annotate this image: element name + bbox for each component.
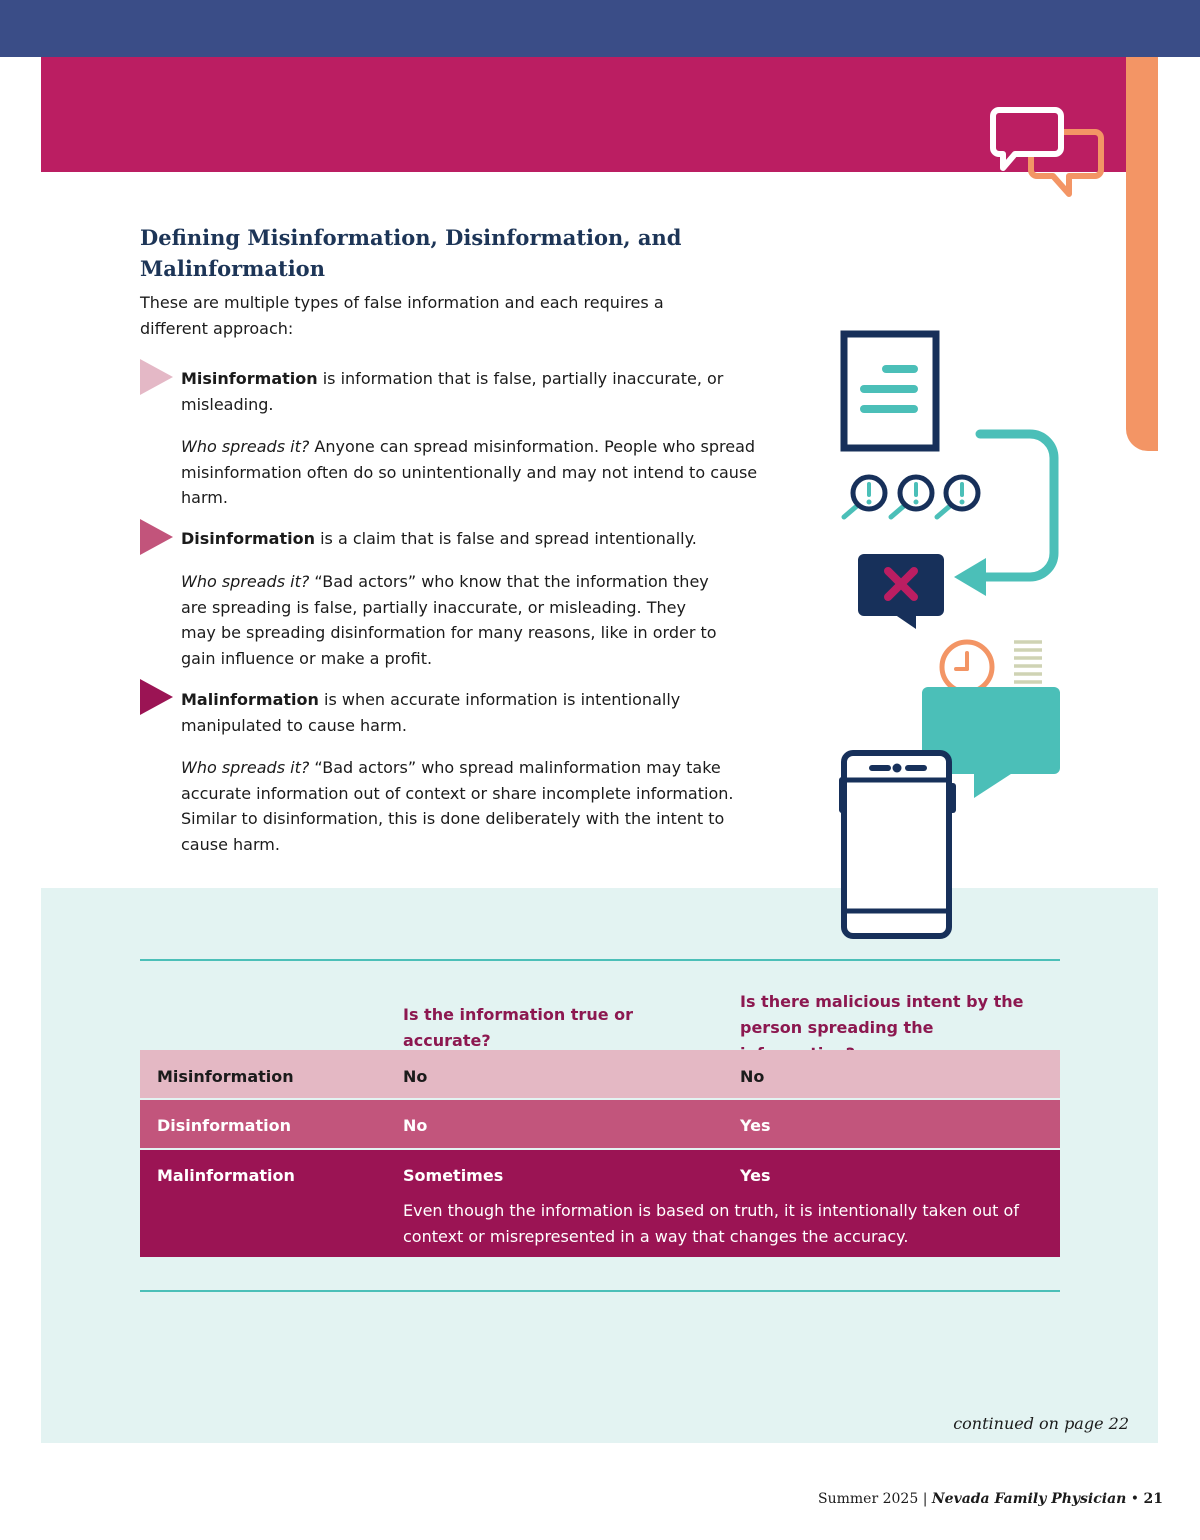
table-bottom-rule [140, 1290, 1060, 1292]
malinformation-definition: Malinformation is when accurate information is intentionally manipulated to cause harm. [181, 690, 681, 735]
term-malinformation: Malinformation [181, 690, 319, 709]
table-row-disinformation [140, 1100, 1060, 1148]
disinformation-definition: Disinformation is a claim that is false and spread intentionally. [181, 529, 697, 548]
misinformation-definition: Misinformation is information that is false, partially inaccurate, or misleading. [181, 369, 724, 414]
term-disinformation: Disinformation [181, 529, 315, 548]
disinformation-who-spreads: Who spreads it? “Bad actors” who know that the information they are spreading is false, partially inaccurate, or misleading. They may be spreading disinformation for many reasons, like in order to gain influence or make a profit. [181, 572, 717, 668]
magenta-banner [41, 57, 1126, 172]
footer-magazine-title: Nevada Family Physician [931, 1491, 1127, 1507]
table-row-malinformation [140, 1150, 1060, 1257]
term-misinformation: Misinformation [181, 369, 318, 388]
page-footer [760, 1488, 1163, 1510]
document-icon [844, 334, 936, 448]
malinformation-who-spreads: Who spreads it? “Bad actors” who spread malinformation may take accurate information out of context or share incomplete information. Similar to disinformation, this is done deliberately with the intent to cause harm. [181, 758, 734, 854]
column-header-malicious: Is there malicious intent by the person spreading the [740, 992, 1024, 1037]
clock-icon [942, 642, 992, 692]
row-label: Disinformation [157, 1116, 291, 1135]
misinformation-illustration [836, 328, 1066, 943]
malinformation-note: Even though the information is based on truth, it is intentionally taken out of context or misrepresented in a way that changes the accuracy. [403, 1201, 1019, 1246]
accurate-value: No [403, 1116, 428, 1135]
row-label: Misinformation [157, 1067, 294, 1086]
curved-arrow-icon [975, 434, 1054, 577]
top-header-bar [0, 0, 1200, 57]
malicious-value: Yes [740, 1166, 771, 1185]
smartphone-icon [839, 753, 956, 936]
malicious-value: Yes [740, 1116, 771, 1135]
error-message-bubble-icon [858, 554, 944, 629]
footer-page-number: 21 [1143, 1491, 1163, 1507]
row-label: Malinformation [157, 1166, 295, 1185]
triangle-bullet-medium-icon [140, 519, 174, 555]
section-heading: Defining Misinformation, Disinformation, and Malinformation [140, 225, 682, 281]
chat-bubbles-icon [985, 100, 1110, 205]
misinformation-who-spreads: Who spreads it? Anyone can spread misinformation. People who spread misinformation often do so unintentionally and may not intend to cause harm. [181, 437, 758, 507]
column-header-accurate: Is the information true or accurate? [403, 1005, 634, 1050]
accurate-value: Sometimes [403, 1166, 504, 1185]
triangle-bullet-light-icon [140, 359, 174, 395]
footer-season: Summer 2025 [818, 1491, 919, 1507]
continued-link[interactable]: continued on page 22 [953, 1414, 1129, 1433]
triangle-bullet-dark-icon [140, 679, 174, 715]
orange-side-strip [1126, 57, 1158, 451]
footer-bullet: • [1130, 1491, 1140, 1507]
malicious-value: No [740, 1067, 765, 1086]
magnifier-alert-icons [844, 477, 978, 517]
intro-paragraph: These are multiple types of false information and each requires a different approach: [140, 293, 664, 338]
table-top-rule [140, 959, 1060, 961]
footer-separator: | [922, 1491, 928, 1507]
arrow-head-icon [954, 558, 986, 596]
table-row-misinformation [140, 1050, 1060, 1098]
accurate-value: No [403, 1067, 428, 1086]
